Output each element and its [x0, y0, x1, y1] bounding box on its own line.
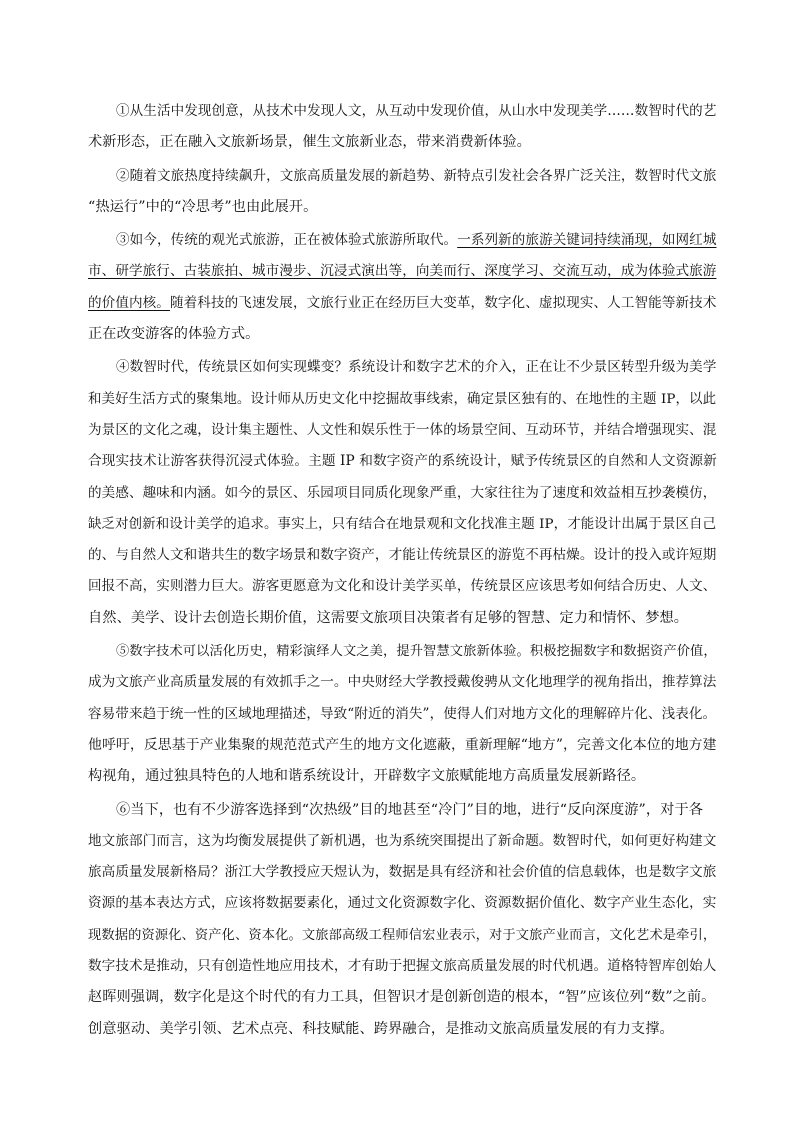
underlined-text: 市、研学旅行、古装旅拍、城市漫步、沉浸式演出等，向美而行、深度学习、交流互动，成为体验式旅游	[88, 263, 717, 280]
text-line: 缺乏对创新和设计美学的追求。事实上，只有结合在地景观和文化找准主题 IP，才能设计出属于景区自己	[88, 516, 717, 532]
text-segment: ③如今，传统的观光式旅游，正在被体验式旅游所取代。	[116, 232, 458, 249]
text-line: 术新形态，正在融入文旅新场景，催生文旅新业态，带来消费新体验。	[88, 134, 531, 151]
text-line: 的、与自然人文和谐共生的数字场景和数字资产，才能让传统景区的游览不再枯燥。设计的投入或许短期	[88, 547, 717, 564]
text-line	[88, 288, 716, 319]
text-line: ②随着文旅热度持续飙升，文旅高质量发展的新趋势、新特点引发社会各界广泛关注，数智时代文旅	[116, 167, 717, 184]
text-line: 构视角，通过独具特色的人地和谐系统设计，开辟数字文旅赋能地方高质量发展新路径。	[88, 768, 646, 785]
article-body	[88, 96, 716, 1047]
text-line	[88, 256, 716, 287]
text-line: 合现实技术让游客获得沉浸式体验。主题 IP 和数字资产的系统设计，赋予传统景区的自然和人文资源新	[88, 453, 717, 470]
paragraph-6	[88, 795, 716, 1045]
paragraph-5	[88, 636, 716, 792]
text-line: 容易带来趋于统一性的区域地理描述，导致“附近的消失”，使得人们对地方文化的理解碎片化、浅表化。	[88, 705, 717, 722]
text-line: 赵晖则强调，数字化是这个时代的有力工具，但智识才是创新创造的根本，“智”应该位列“数”之前。	[88, 989, 716, 1006]
text-line: 现数据的资源化、资产化、资本化。文旅部高级工程师信宏业表示，对于文旅产业而言，文化艺术是牵引，	[88, 927, 717, 943]
text-line: 正在改变游客的体验方式。	[88, 326, 260, 343]
text-line: ①从生活中发现创意，从技术中发现人文，从互动中发现价值，从山水中发现美学……数智时代的艺	[116, 103, 717, 119]
text-line: 地文旅部门而言，这为均衡发展提供了新机遇，也为系统突围提出了新命题。数智时代，如何更好构建文	[88, 832, 717, 849]
text-line: ⑤数字技术可以活化历史，精彩演绎人文之美，提升智慧文旅新体验。积极挖掘数字和数据资产价值，	[116, 644, 717, 660]
text-line: 旅高质量发展新格局？浙江大学教授应天煜认为，数据是具有经济和社会价值的信息载体，也是数字文旅	[88, 864, 717, 881]
text-line: 资源的基本表达方式，应该将数据要素化，通过文化资源数字化、资源数据价值化、数字产业生态化，实	[88, 895, 717, 912]
text-line: 他呼吁，反思基于产业集聚的规范范式产生的地方文化遮蔽，重新理解“地方”，完善文化本位的地方建	[88, 736, 717, 753]
paragraph-2	[88, 161, 716, 224]
paragraph-4	[88, 352, 716, 634]
text-line: 和美好生活方式的聚集地。设计师从历史文化中挖掘故事线索，确定景区独有的、在地性的主题 IP，以此	[88, 391, 717, 407]
text-line: “热运行”中的“冷思考”也由此展开。	[88, 198, 318, 215]
text-line: 回报不高，实则潜力巨大。游客更愿意为文化和设计美学买单，传统景区应该思考如何结合历史、人文、	[88, 578, 717, 595]
underlined-text: 的价值内核。	[88, 294, 170, 311]
text-line: ④数智时代，传统景区如何实现蝶变？系统设计和数字艺术的介入，正在让不少景区转型升级为美学	[116, 359, 717, 376]
text-line: ⑥当下，也有不少游客选择到“次热级”目的地甚至“冷门”目的地，进行“反向深度游”，对于各	[116, 801, 704, 818]
text-line: 成为文旅产业高质量发展的有效抓手之一。中央财经大学教授戴俊骋从文化地理学的视角指出，推荐算法	[88, 674, 717, 691]
paragraph-3	[88, 225, 716, 350]
text-line: 数字技术是推动，只有创造性地应用技术，才有助于把握文旅高质量发展的时代机遇。道格特智库创始人	[88, 958, 717, 975]
text-line: 创意驱动、美学引领、艺术点亮、科技赋能、跨界融合，是推动文旅高质量发展的有力支撑。	[88, 1020, 674, 1037]
underlined-text: 一系列新的旅游关键词持续涌现，如网红城	[457, 232, 717, 249]
text-line: 自然、美学、设计去创造长期价值，这需要文旅项目决策者有足够的智慧、定力和情怀、梦想。	[88, 609, 689, 626]
paragraph-1	[88, 96, 716, 159]
text-line	[88, 225, 716, 256]
text-segment: 随着科技的飞速发展，文旅行业正在经历巨大变革，数字化、虚拟现实、人工智能等新技术	[169, 294, 717, 311]
text-line: 为景区的文化之魂，设计集主题性、人文性和娱乐性于一体的场景空间、互动环节，并结合增强现实、混	[88, 421, 717, 438]
text-line: 的美感、趣味和内涵。如今的景区、乐园项目同质化现象严重，大家往往为了速度和效益相互抄袭模仿，	[88, 484, 717, 501]
